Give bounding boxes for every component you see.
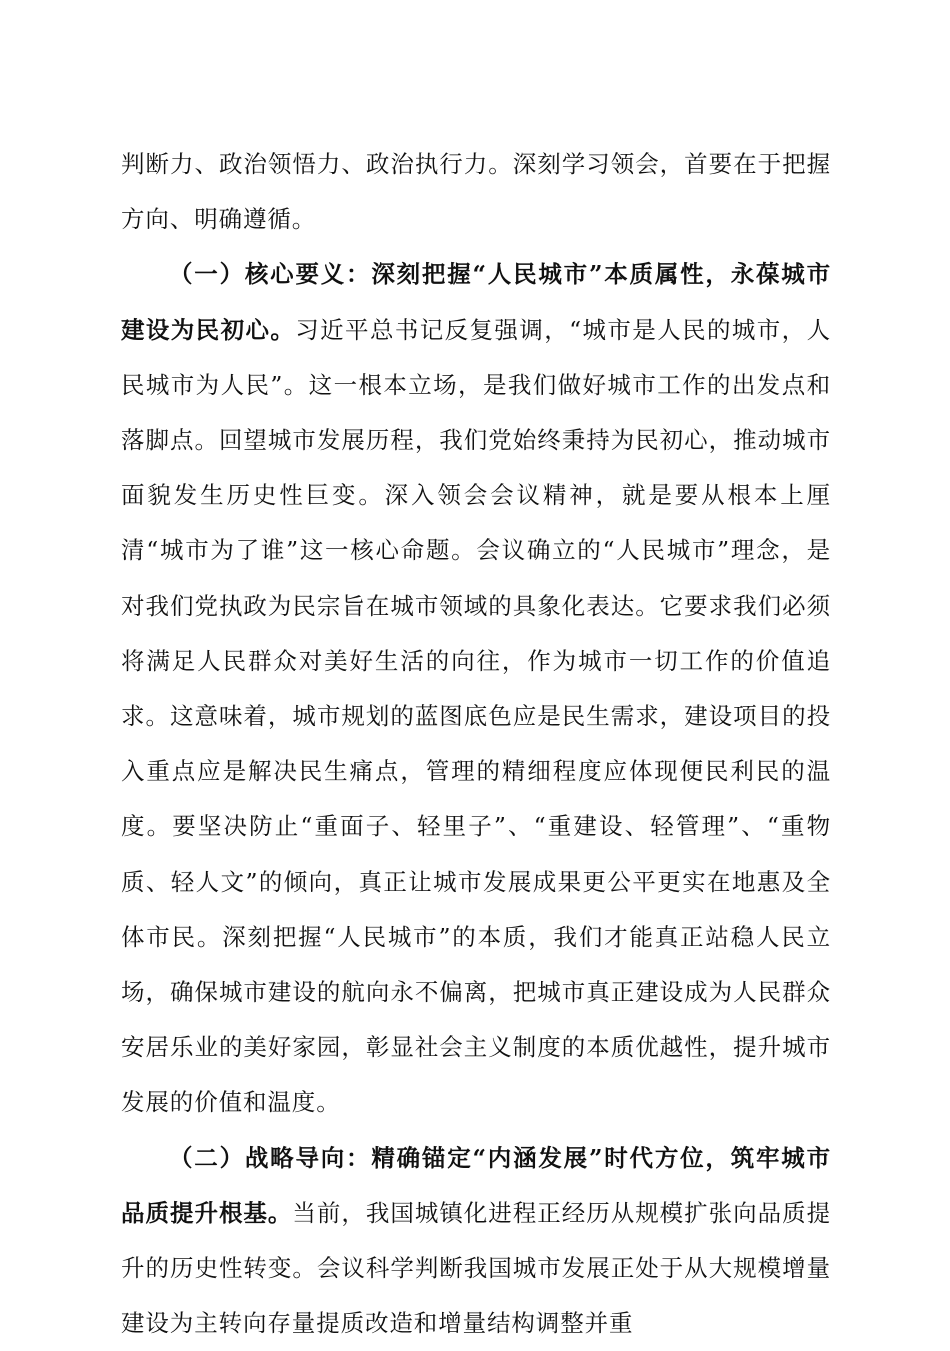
paragraph-text: 当前，我国城镇化进程正经历从规模扩张向品质提升的历史性转变。会议科学判断我国城市发展正处于从大规模增量建设为主转向存量提质改造和增量结构调整并重 <box>121 1198 831 1338</box>
paragraph-strategic-direction <box>121 1131 831 1351</box>
section-heading-core-meaning: （一）核心要义：深刻把握“人民城市”本质属性，永葆城市建设为民初心。 <box>121 260 831 344</box>
paragraph-text: 判断力、政治领悟力、政治执行力。深刻学习领会，首要在于把握方向、明确遵循。 <box>121 150 831 234</box>
paragraph-core-meaning <box>121 247 831 1130</box>
paragraph-continuation <box>121 137 831 247</box>
document-body <box>121 137 831 1351</box>
section-heading-strategic-direction: （二）战略导向：精确锚定“内涵发展”时代方位，筑牢城市品质提升根基。 <box>121 1143 831 1227</box>
paragraph-text: 习近平总书记反复强调，“城市是人民的城市，人民城市为人民”。这一根本立场，是我们做好城市工作的出发点和落脚点。回望城市发展历程，我们党始终秉持为民初心，推动城市面貌发生历史性巨变。深入领会会议精神，就是要从根本上厘清“城市为了谁”这一核心命题。会议确立的“人民城市”理念，是对我们党执政为民宗旨在城市领域的具象化表达。它要求我们必须将满足人民群众对美好生活的向往，作为城市一切工作的价值追求。这意味着，城市规划的蓝图底色应是民生需求，建设项目的投入重点应是解决民生痛点，管理的精细程度应体现便民利民的温度。要坚决防止“重面子、轻里子”、“重建设、轻管理”、“重物质、轻人文”的倾向，真正让城市发展成果更公平更实在地惠及全体市民。深刻把握“人民城市”的本质，我们才能真正站稳人民立场，确保城市建设的航向永不偏离，把城市真正建设成为人民群众安居乐业的美好家园，彰显社会主义制度的本质优越性，提升城市发展的价值和温度。 <box>121 315 831 1117</box>
